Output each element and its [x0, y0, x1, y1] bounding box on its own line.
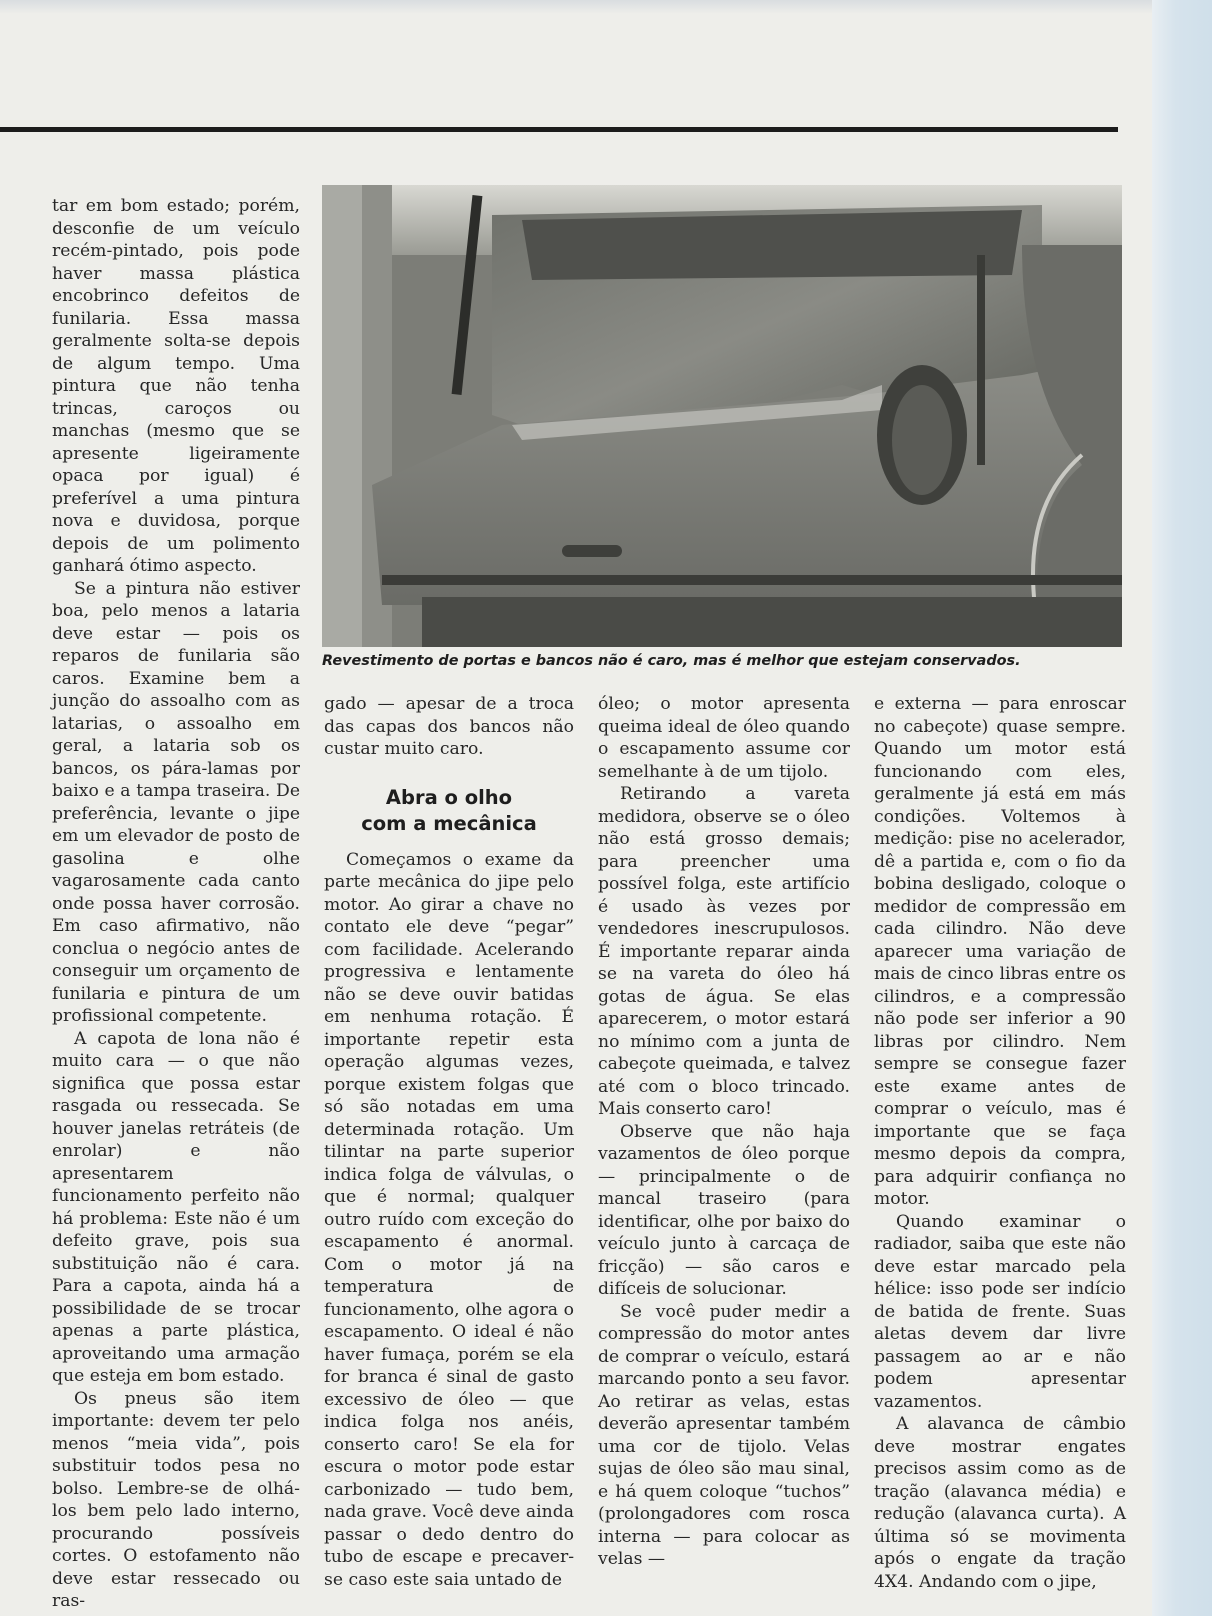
text-column-2: [324, 693, 574, 1591]
jeep-door-photo: [322, 185, 1122, 647]
text-column-4: [874, 693, 1126, 1593]
subheading-line: com a mecânica: [361, 811, 537, 835]
text-column-1: [52, 195, 300, 1613]
paragraph: e externa — para enroscar no cabeçote) quase sempre. Quando um motor está funcionando com eles, geralmente já está em más condições. Voltemos à medição: pise no acelerador, dê a partida e, com o fio da bobina desligado, coloque o medidor de compressão em cada cilindro. Não deve aparecer uma variação de mais de cinco libras entre os cilindros, e a compressão não pode ser inferior a 90 libras por cilindro. Nem sempre se consegue fazer este exame antes de comprar o veículo, mas é importante que se faça mesmo depois da compra, para adquirir confiança no motor.: [874, 694, 1126, 1209]
section-subheading: [324, 785, 574, 837]
text-column-3: [598, 693, 850, 1571]
paragraph: Retirando a vareta medidora, observe se o óleo não está grosso demais; para preencher uma possível folga, este artifício é usado às vezes por vendedores inescrupulosos. É importante reparar ainda se na vareta do óleo há gotas de água. Se elas aparecerem, o motor estará no mínimo com a junta de cabeçote queimada, e talvez até com o bloco trincado. Mais conserto caro!: [598, 784, 850, 1119]
header-rule: [0, 127, 1118, 132]
paragraph: óleo; o motor apresenta queima ideal de óleo quando o escapamento assume cor semelhante à de um tijolo.: [598, 694, 850, 782]
adjacent-page-edge: [1152, 0, 1212, 1616]
paragraph: gado — apesar de a troca das capas dos bancos não custar muito caro.: [324, 694, 574, 759]
photo-caption: Revestimento de portas e bancos não é caro, mas é melhor que estejam conservados.: [322, 653, 1021, 669]
paragraph: Observe que não haja vazamentos de óleo porque — principalmente o de mancal traseiro (para identificar, olhe por baixo do veículo junto à carcaça de fricção) — são caros e difíceis de solucionar.: [598, 1121, 850, 1299]
paragraph: A alavanca de câmbio deve mostrar engates precisos assim como as de tração (alavanca média) e redução (alavanca curta). A última só se movimenta após o engate da tração 4X4. Andando com o jipe,: [874, 1414, 1126, 1592]
paragraph: Quando examinar o radiador, saiba que este não deve estar marcado pela hélice: isso pode ser indício de batida de frente. Suas aletas devem dar livre passagem ao ar e não podem apresentar vazamentos.: [874, 1211, 1126, 1412]
page-top-edge: [0, 0, 1212, 14]
paragraph: Começamos o exame da parte mecânica do jipe pelo motor. Ao girar a chave no contato ele deve “pegar” com facilidade. Acelerando progressiva e lentamente não se deve ouvir batidas em nenhuma rotação. É importante repetir esta operação algumas vezes, porque existem folgas que só são notadas em uma determinada rotação. Um tilintar na parte superior indica folga de válvulas, o que é normal; qualquer outro ruído com exceção do escapamento é anormal. Com o motor já na temperatura de funcionamento, olhe agora o escapamento. O ideal é não haver fumaça, porém se ela for branca é sinal de gasto excessivo de óleo — que indica folga nos anéis, conserto caro! Se ela for escura o motor pode estar carbonizado — tudo bem, nada grave. Você deve ainda passar o dedo dentro do tubo de escape e precaver-se caso este saia untado de: [324, 849, 574, 1590]
jeep-door-illustration: [322, 185, 1122, 647]
paragraph: A capota de lona não é muito cara — o que não significa que possa estar rasgada ou ressecada. Se houver janelas retráteis (de enrolar) e não apresentarem funcionamento perfeito não há problema: Este não é um defeito grave, pois sua substituição não é cara. Para a capota, ainda há a possibilidade de se trocar apenas a parte plástica, aproveitando uma armação que esteja em bom estado.: [52, 1028, 300, 1386]
paragraph: tar em bom estado; porém, desconfie de um veículo recém-pintado, pois pode haver massa plástica encobrinco defeitos de funilaria. Essa massa geralmente solta-se depois de algum tempo. Uma pintura que não tenha trincas, caroços ou manchas (mesmo que se apresente ligeiramente opaca por igual) é preferível a uma pintura nova e duvidosa, porque depois de um polimento ganhará ótimo aspecto.: [52, 196, 300, 576]
paragraph: Se você puder medir a compressão do motor antes de comprar o veículo, estará marcando ponto a seu favor. Ao retirar as velas, estas deverão apresentar também uma cor de tijolo. Velas sujas de óleo são mau sinal, e há quem coloque “tuchos” (prolongadores com rosca interna — para colocar as velas —: [598, 1301, 850, 1569]
paragraph: Os pneus são item importante: devem ter pelo menos “meia vida”, pois substituir todos pesa no bolso. Lembre-se de olhá-los bem pelo lado interno, procurando possíveis cortes. O estofamento não deve estar ressecado ou ras-: [52, 1388, 300, 1611]
subheading-line: Abra o olho: [385, 785, 513, 809]
paragraph: Se a pintura não estiver boa, pelo menos a lataria deve estar — pois os reparos de funilaria são caros. Examine bem a junção do assoalho com as latarias, o assoalho em geral, a lataria sob os bancos, os pára-lamas por baixo e a tampa traseira. De preferência, levante o jipe em um elevador de posto de gasolina e olhe vagarosamente cada canto onde possa haver corrosão. Em caso afirmativo, não conclua o negócio antes de conseguir um orçamento de funilaria e pintura de um profissional competente.: [52, 578, 300, 1026]
